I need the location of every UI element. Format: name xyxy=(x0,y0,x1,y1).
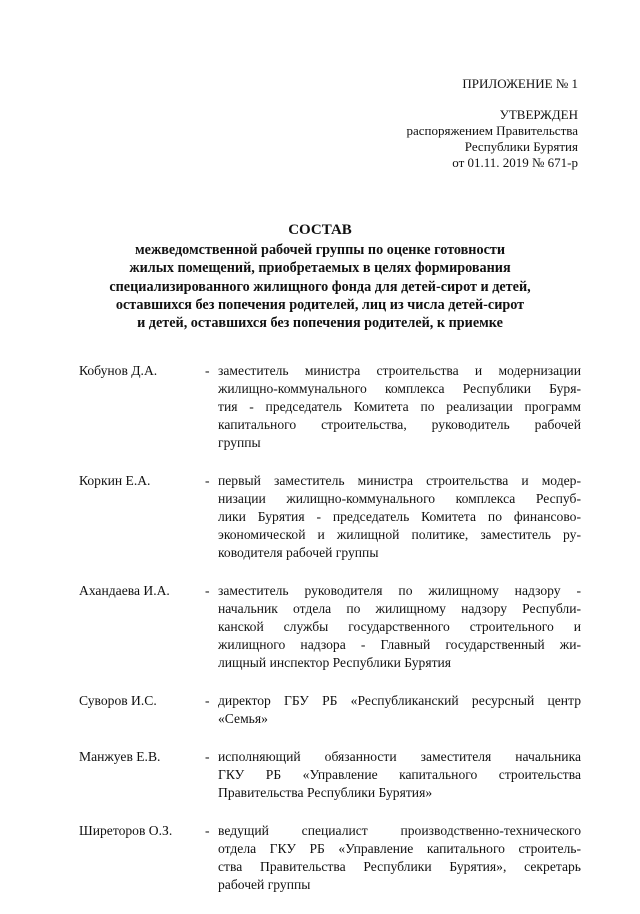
member-role xyxy=(218,582,581,672)
member-dash: - xyxy=(205,473,210,488)
member-dash: - xyxy=(205,363,210,378)
role-line: «Семья» xyxy=(218,711,268,726)
member-role xyxy=(218,362,581,452)
member-row xyxy=(79,822,581,894)
title-line: межведомственной рабочей группы по оценке готовности xyxy=(134,242,506,258)
member-row xyxy=(79,472,581,562)
role-line: ГКУ РБ «Управление капитального строительства xyxy=(218,767,581,782)
role-line: отдела ГКУ РБ «Управление капитального строитель- xyxy=(218,841,581,856)
role-line: начальник отдела по жилищному надзору Республи- xyxy=(218,601,581,616)
title-main: СОСТАВ xyxy=(288,222,352,238)
role-line: ства Правительства Республики Бурятия», секретарь xyxy=(218,859,581,874)
role-line: первый заместитель министра строительства и модер- xyxy=(218,473,581,488)
role-line: низации жилищно-коммунального комплекса Респуб- xyxy=(218,491,581,506)
title-line: жилых помещений, приобретаемых в целях формирования xyxy=(129,260,511,277)
role-line: тия - председатель Комитета по реализации программ xyxy=(218,399,581,414)
role-line: жилищно-коммунального комплекса Республики Буря- xyxy=(218,381,581,396)
member-dash: - xyxy=(205,693,210,708)
approved-by-label: распоряжением Правительства xyxy=(406,123,578,138)
member-role xyxy=(218,822,581,894)
approval-stamp xyxy=(406,107,578,171)
title-line: специализированного жилищного фонда для детей-сирот и детей, xyxy=(109,278,531,295)
role-line: заместитель министра строительства и модернизации xyxy=(218,363,581,378)
role-line: ведущий специалист производственно-технического xyxy=(218,823,581,838)
role-line: исполняющий обязанности заместителя начальника xyxy=(218,749,581,764)
member-name: Ширеторов О.З. xyxy=(79,823,173,838)
approved-republic-label: Республики Бурятия xyxy=(464,139,578,154)
role-line: экономической и жилищной политике, заместитель ру- xyxy=(218,527,581,542)
title-line: и детей, оставшихся без попечения родителей, к приемке xyxy=(137,315,503,332)
role-line: Правительства Республики Бурятия» xyxy=(218,785,433,800)
member-name: Манжуев Е.В. xyxy=(79,749,161,764)
member-row xyxy=(79,748,581,802)
role-line: директор ГБУ РБ «Республиканский ресурсный центр xyxy=(218,693,581,708)
role-line: капитального строительства, руководитель рабочей xyxy=(218,417,581,432)
member-name: Кобунов Д.А. xyxy=(79,363,158,378)
document-title xyxy=(60,220,580,332)
role-line: лики Бурятия - председатель Комитета по финансово- xyxy=(218,509,581,524)
role-line: жилищного надзора - Главный государственный жи- xyxy=(218,637,581,652)
role-line: группы xyxy=(218,435,261,450)
role-line: ководителя рабочей группы xyxy=(218,545,379,560)
member-role xyxy=(218,472,581,562)
member-role xyxy=(218,748,581,802)
member-dash: - xyxy=(205,823,210,838)
member-role xyxy=(218,692,581,728)
role-line: лищный инспектор Республики Бурятия xyxy=(218,655,452,670)
role-line: канской службы государственного строительного и xyxy=(218,619,581,634)
approved-date-number: от 01.11. 2019 № 671-р xyxy=(452,155,578,170)
member-name: Суворов И.С. xyxy=(79,693,157,708)
role-line: заместитель руководителя по жилищному надзору - xyxy=(218,583,581,598)
member-name: Ахандаева И.А. xyxy=(79,583,170,598)
role-line: рабочей группы xyxy=(218,877,311,892)
member-row xyxy=(79,692,581,728)
member-name: Коркин Е.А. xyxy=(79,473,151,488)
member-dash: - xyxy=(205,583,210,598)
approved-label: УТВЕРЖДЕН xyxy=(499,107,578,122)
member-row xyxy=(79,582,581,672)
member-dash: - xyxy=(205,749,210,764)
title-line: оставшихся без попечения родителей, лиц из числа детей-сирот xyxy=(115,296,525,313)
member-row xyxy=(79,362,581,452)
members-list xyxy=(79,362,581,914)
appendix-label: ПРИЛОЖЕНИЕ № 1 xyxy=(462,76,578,91)
